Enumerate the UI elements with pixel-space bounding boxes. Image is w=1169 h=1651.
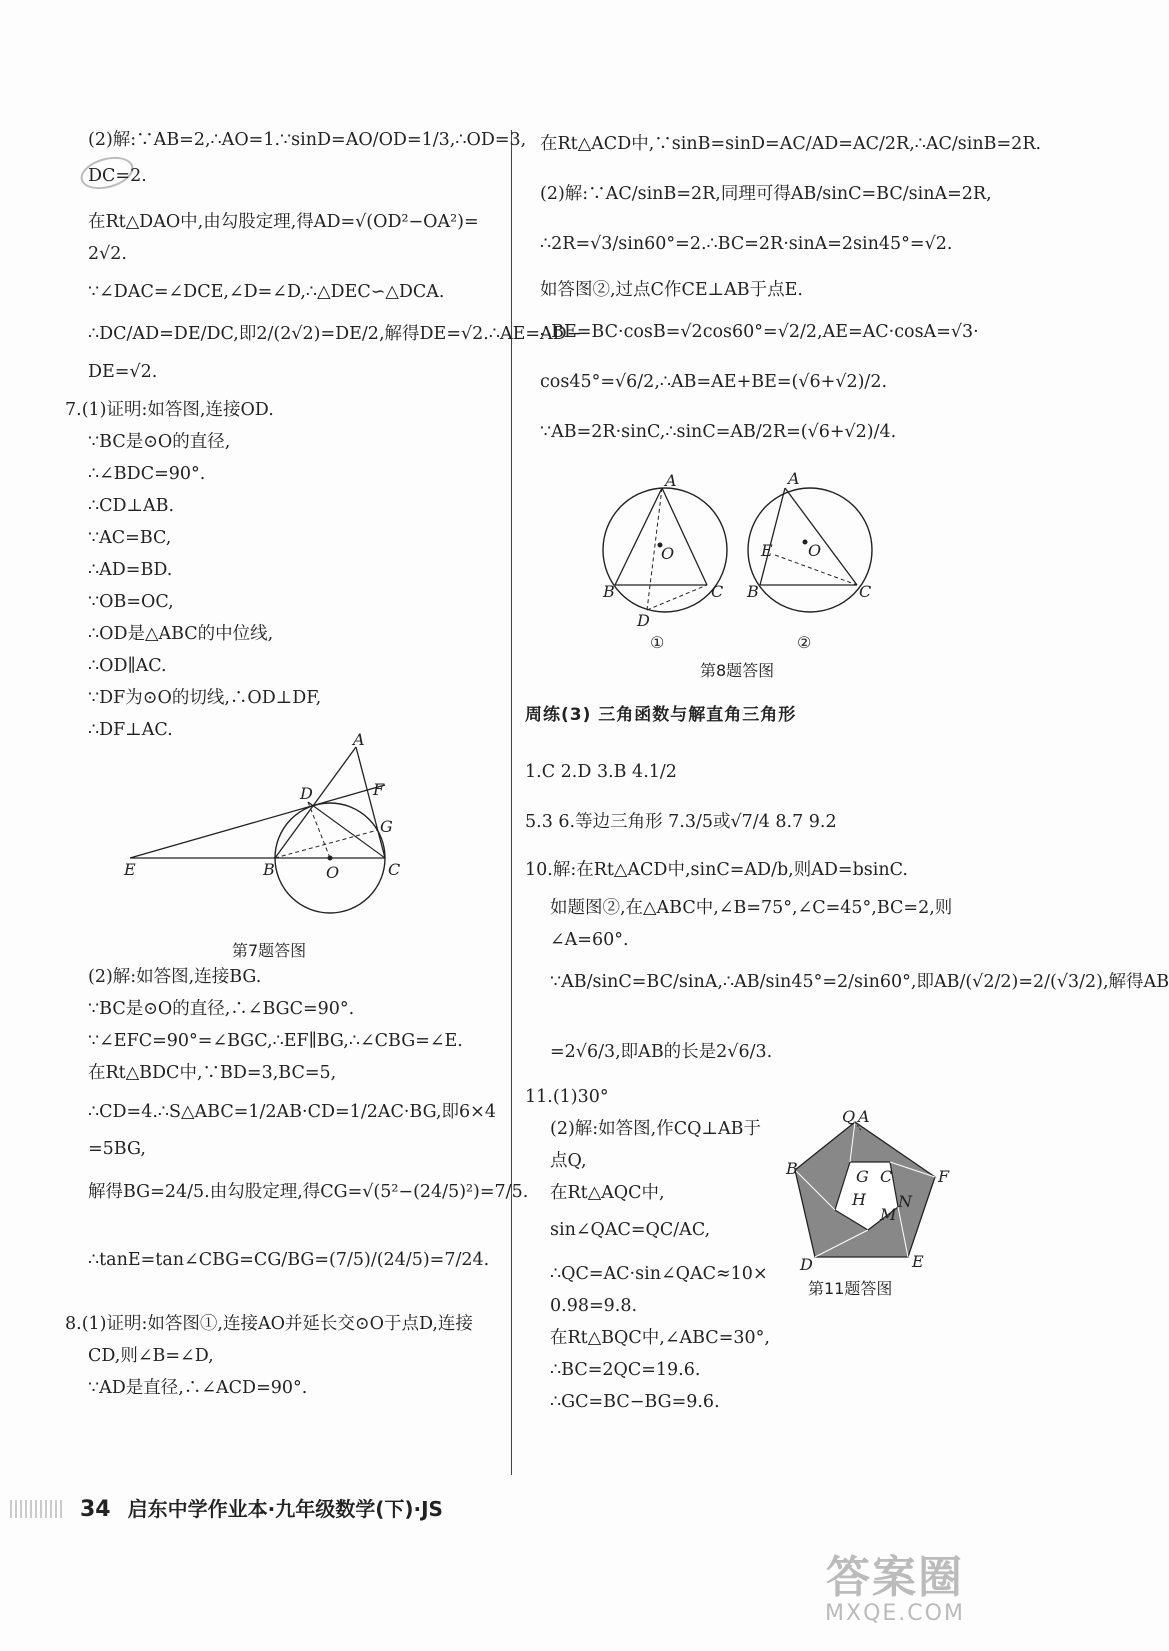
svg-text:N: N	[898, 1192, 912, 1211]
text-line: ∴OD∥AC.	[88, 656, 167, 676]
svg-text:H: H	[852, 1190, 866, 1209]
text-line: 在Rt△ACD中,∵sinB=sinD=AC/AD=AC/2R,∴AC/sinB=2R.	[540, 134, 1042, 154]
figure-8-label-1: ①	[650, 633, 665, 652]
svg-text:A: A	[665, 471, 677, 490]
text-line: =5BG,	[88, 1139, 146, 1159]
svg-text:A: A	[788, 469, 800, 488]
text-line: 7.(1)证明:如答图,连接OD.	[65, 400, 274, 420]
svg-text:B: B	[786, 1159, 798, 1178]
svg-text:E: E	[124, 860, 136, 879]
page-number: 34	[80, 1497, 111, 1522]
text-line: ∵AC=BC,	[88, 528, 172, 548]
svg-text:D: D	[300, 784, 313, 803]
figure-7-caption: 第7题答图	[232, 941, 307, 960]
section-title: 周练(3) 三角函数与解直角三角形	[525, 705, 797, 725]
svg-text:C: C	[880, 1167, 893, 1186]
svg-text:C: C	[388, 860, 401, 879]
figure-8-caption: 第8题答图	[700, 661, 775, 680]
text-line: 10.解:在Rt△ACD中,sinC=AD/b,则AD=bsinC.	[525, 860, 908, 880]
text-line: ∵DF为⊙O的切线,∴OD⊥DF,	[88, 688, 322, 708]
figure-11-diagram	[786, 1107, 950, 1274]
svg-text:C: C	[711, 582, 724, 601]
text-line: ∴DF⊥AC.	[88, 720, 173, 740]
text-line: 在Rt△AQC中,	[550, 1183, 665, 1203]
text-line: ∴2R=√3/sin60°=2.∴BC=2R·sinA=2sin45°=√2.	[540, 234, 953, 254]
figure-8-label-2: ②	[797, 633, 812, 652]
text-line: ∴BC=2QC=19.6.	[550, 1360, 701, 1380]
footer-ornament	[10, 1500, 65, 1518]
svg-text:A: A	[353, 730, 365, 749]
text-line: cos45°=√6/2,∴AB=AE+BE=(√6+√2)/2.	[540, 372, 888, 392]
figure-8-diagram	[595, 470, 885, 650]
text-line: ∴CD=4.∴S△ABC=1/2AB·CD=1/2AC·BG,即6×4	[88, 1102, 496, 1122]
text-line: DE=√2.	[88, 362, 158, 382]
figure-7-diagram	[110, 730, 410, 930]
text-line: ∵AB/sinC=BC/sinA,∴AB/sin45°=2/sin60°,即AB/(√2/2)=2/(√3/2),解得AB	[550, 972, 1169, 992]
watermark-logo-text: 答案圈	[826, 1552, 964, 1603]
svg-text:O: O	[661, 544, 675, 563]
text-line: (2)解:∵AC/sinB=2R,同理可得AB/sinC=BC/sinA=2R,	[540, 184, 992, 204]
svg-text:O: O	[326, 863, 340, 882]
svg-text:F: F	[373, 780, 385, 799]
text-line: ∴CD⊥AB.	[88, 496, 175, 516]
text-line: sin∠QAC=QC/AC,	[550, 1220, 711, 1240]
svg-text:E: E	[761, 541, 773, 560]
svg-text:E: E	[912, 1252, 924, 1271]
svg-text:B: B	[747, 582, 759, 601]
svg-text:O: O	[808, 541, 822, 560]
text-line: ∵OB=OC,	[88, 592, 174, 612]
text-line: 2√2.	[88, 244, 127, 264]
text-line: 5.3 6.等边三角形 7.3/5或√7/4 8.7 9.2	[525, 812, 837, 832]
watermark-url: MXQE.COM	[825, 1601, 965, 1626]
text-line: 在Rt△BQC中,∠ABC=30°,	[550, 1328, 770, 1348]
svg-text:G: G	[856, 1167, 869, 1186]
figure-11-caption: 第11题答图	[808, 1279, 893, 1298]
text-line: ∵BC是⊙O的直径,∴∠BGC=90°.	[88, 999, 355, 1019]
text-line: ∴DC/AD=DE/DC,即2/(2√2)=DE/2,解得DE=√2.∴AE=AD−	[88, 324, 582, 344]
text-line: 如答图②,过点C作CE⊥AB于点E.	[540, 280, 803, 300]
text-line: 11.(1)30°	[525, 1087, 609, 1107]
text-line: =2√6/3,即AB的长是2√6/3.	[550, 1042, 773, 1062]
svg-text:B: B	[263, 860, 275, 879]
svg-text:F: F	[938, 1167, 950, 1186]
text-line: ∴BE=BC·cosB=√2cos60°=√2/2,AE=AC·cosA=√3·	[540, 322, 979, 342]
text-line: 0.98=9.8.	[550, 1296, 638, 1316]
text-line: DC=2.	[88, 166, 147, 186]
svg-text:C: C	[859, 582, 872, 601]
text-line: 在Rt△BDC中,∵BD=3,BC=5,	[88, 1063, 337, 1083]
text-line: ∴AD=BD.	[88, 560, 173, 580]
svg-text:B: B	[603, 582, 615, 601]
svg-text:D: D	[637, 611, 650, 630]
text-line: 解得BG=24/5.由勾股定理,得CG=√(5²−(24/5)²)=7/5.	[88, 1182, 529, 1202]
text-line: (2)解:如答图,连接BG.	[88, 967, 262, 987]
text-line: ∵AB=2R·sinC,∴sinC=AB/2R=(√6+√2)/4.	[540, 422, 897, 442]
text-line: ∴OD是△ABC的中位线,	[88, 624, 274, 644]
text-line: ∴GC=BC−BG=9.6.	[550, 1392, 720, 1412]
text-line: (2)解:如答图,作CQ⊥AB于	[550, 1119, 761, 1139]
svg-text:G: G	[380, 817, 393, 836]
text-line: ∴∠BDC=90°.	[88, 464, 206, 484]
watermark	[820, 1552, 970, 1640]
text-line: ∵BC是⊙O的直径,	[88, 432, 231, 452]
text-line: (2)解:∵AB=2,∴AO=1.∵sinD=AO/OD=1/3,∴OD=3,	[88, 130, 527, 150]
text-line: 在Rt△DAO中,由勾股定理,得AD=√(OD²−OA²)=	[88, 212, 479, 232]
footer-title: 启东中学作业本·九年级数学(下)·JS	[127, 1497, 443, 1521]
svg-text:D: D	[800, 1255, 813, 1274]
text-line: 点Q,	[550, 1151, 587, 1171]
text-line: 如题图②,在△ABC中,∠B=75°,∠C=45°,BC=2,则	[550, 898, 953, 918]
svg-text:A: A	[858, 1107, 870, 1126]
text-line: CD,则∠B=∠D,	[88, 1346, 214, 1366]
text-line: ∴QC=AC·sin∠QAC≈10×	[550, 1264, 768, 1284]
text-line: 1.C 2.D 3.B 4.1/2	[525, 762, 677, 782]
svg-text:M: M	[880, 1205, 897, 1224]
page-footer	[80, 1493, 443, 1522]
text-line: ∠A=60°.	[550, 930, 629, 950]
text-line: ∵∠EFC=90°=∠BGC,∴EF∥BG,∴∠CBG=∠E.	[88, 1031, 463, 1051]
text-line: ∵AD是直径,∴∠ACD=90°.	[88, 1378, 308, 1398]
text-line: ∴tanE=tan∠CBG=CG/BG=(7/5)/(24/5)=7/24.	[88, 1250, 490, 1270]
svg-text:Q: Q	[842, 1107, 856, 1126]
text-line: 8.(1)证明:如答图①,连接AO并延长交⊙O于点D,连接	[65, 1314, 473, 1334]
text-line: ∵∠DAC=∠DCE,∠D=∠D,∴△DEC∽△DCA.	[88, 282, 445, 302]
